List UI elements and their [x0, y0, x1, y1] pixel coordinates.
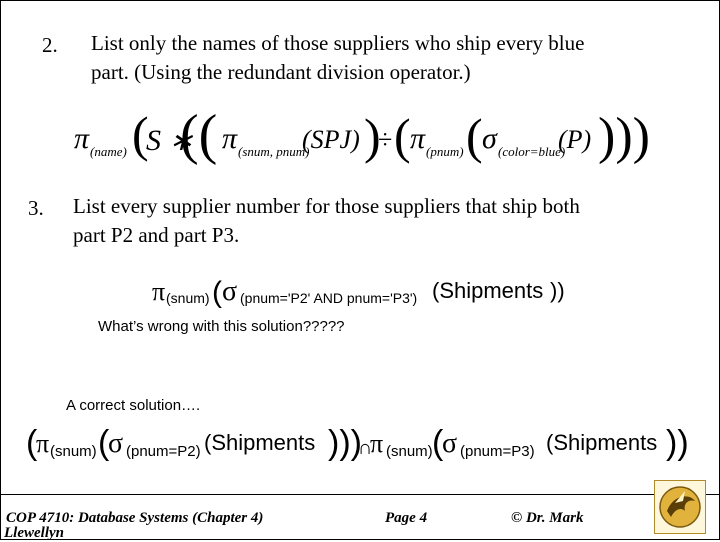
note-wrong: What’s wrong with this solution?????	[98, 318, 345, 335]
formula2-snum-sub: (snum)	[166, 290, 210, 306]
item-text-2-line2: part. (Using the redundant division operator.)	[91, 60, 471, 84]
formula1-p: (P)	[558, 125, 592, 154]
formula3-close-2: ))	[666, 424, 689, 462]
formula2-cond-sub: (pnum='P2' AND pnum='P3')	[240, 290, 418, 306]
formula3-pi-1: π	[36, 429, 50, 458]
item-text-3	[73, 192, 703, 250]
formula-division	[72, 104, 650, 172]
formula1-open-paren-3: (	[394, 108, 411, 164]
formula3-rel-2: (Shipments	[546, 430, 658, 455]
formula3-snum-sub-2: (snum)	[386, 443, 433, 460]
ucf-pegasus-logo-icon	[654, 480, 706, 534]
item-text-3-line2: part P2 and part P3.	[73, 223, 240, 247]
formula-correct	[26, 418, 694, 468]
formula1-name-sub: (name)	[90, 144, 127, 159]
formula3-open-paren-3: (	[432, 424, 444, 462]
formula2-rel: (Shipments	[432, 278, 544, 303]
formula1-open-paren-outer: (	[132, 106, 149, 162]
formula1-sigma: σ	[482, 122, 497, 155]
footer-page: Page 4	[385, 510, 428, 526]
formula2-open-paren: (	[212, 276, 222, 309]
formula1-pi-3: π	[410, 122, 426, 155]
item-number-2: 2.	[42, 33, 58, 57]
formula3-close-1: )))	[328, 424, 362, 462]
formula2-pi: π	[152, 277, 166, 306]
formula-wrong-svg	[150, 268, 580, 312]
formula1-close-paren-2: )	[364, 108, 381, 164]
footer-overflow-text: Llewellyn	[4, 525, 64, 541]
formula1-s-star: S ∗	[146, 124, 194, 157]
formula3-snum-sub-1: (snum)	[50, 443, 97, 460]
formula1-open-paren-4: (	[466, 108, 483, 164]
formula-wrong	[150, 268, 580, 312]
formula-correct-svg	[26, 418, 694, 468]
formula-division-svg	[72, 104, 650, 172]
note-correct: A correct solution….	[66, 397, 201, 414]
formula3-p2-sub: (pnum=P2)	[126, 443, 201, 460]
item-text-3-line1: List every supplier number for those suppliers that ship both	[73, 194, 580, 218]
formula1-pi: π	[74, 122, 90, 155]
formula3-pi-2: π	[370, 429, 384, 458]
formula1-pnum-sub: (pnum)	[426, 144, 464, 159]
footer-overflow	[0, 525, 150, 541]
formula1-pi-2: π	[222, 122, 238, 155]
footer-course: COP 4710: Database Systems (Chapter 4)	[6, 510, 264, 526]
item-text-2	[91, 29, 691, 87]
formula3-p3-sub: (pnum=P3)	[460, 443, 535, 460]
formula1-div: ÷	[378, 125, 393, 154]
formula3-open-paren-1: (	[26, 424, 38, 462]
formula3-open-paren-2: (	[98, 424, 110, 462]
formula3-sigma-1: σ	[108, 428, 124, 459]
formula1-open-paren-2: ((	[180, 104, 218, 166]
footer-author: © Dr. Mark	[511, 510, 584, 526]
formula2-close: ))	[550, 278, 565, 303]
item-text-2-line1: List only the names of those suppliers who ship every blue	[91, 31, 585, 55]
formula1-close-parens: )))	[598, 108, 650, 165]
formula2-sigma: σ	[222, 276, 238, 307]
formula3-sigma-2: σ	[442, 428, 458, 459]
formula1-color-sub: (color=blue)	[498, 144, 566, 159]
item-number-3: 3.	[28, 196, 44, 220]
formula1-spj: (SPJ)	[302, 125, 360, 154]
formula3-intersect: ∩	[358, 437, 373, 459]
formula3-rel-1: (Shipments	[204, 430, 316, 455]
formula1-snum-pnum-sub: (snum, pnum)	[238, 144, 310, 159]
